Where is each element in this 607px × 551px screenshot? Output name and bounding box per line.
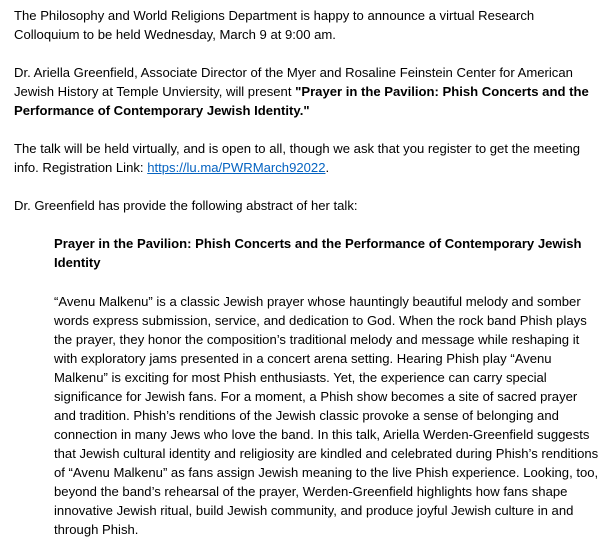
announcement-text: The Philosophy and World Religions Department is happy to announce a virtual Research Colloquium to be held Wednesday, March 9 at 9:00 am. (14, 8, 535, 42)
registration-paragraph (14, 139, 602, 177)
presenter-paragraph (14, 63, 602, 120)
abstract-body: “Avenu Malkenu” is a classic Jewish prayer whose hauntingly beautiful melody and somber words express submission, service, and dedication to God. When the rock band Phish plays the prayer, they honor the composition’s traditional melody and message while reshaping it with exploratory jams presented in a concert arena setting. Hearing Phish play “Avenu Malkenu” is exciting for most Phish enthusiasts. Yet, the experience can carry special significance for Jewish fans. For a moment, a Phish show becomes a site of sacred prayer and tradition. Phish’s renditions of the Jewish classic provoke a sense of belonging and connection in many Jews who love the band. In this talk, Ariella Werden-Greenfield suggests that Jewish cultural identity and religiosity are kindled and celebrated during Phish’s renditions of “Avenu Malkenu” as fans assign Jewish meaning to the live Phish experience. Looking, too, beyond the band’s rehearsal of the prayer, Werden-Greenfield highlights how fans shape innovative Jewish ritual, build Jewish community, and produce joyful Jewish culture in and through Phish. (54, 294, 599, 537)
document-body (14, 6, 602, 539)
abstract-intro-paragraph (14, 196, 602, 215)
abstract-title: Prayer in the Pavilion: Phish Concerts and the Performance of Contemporary Jewish Identity (54, 236, 582, 270)
talk-title: "Prayer in the Pavilion: Phish Concerts and the Performance of Contemporary Jewish Identity." (14, 84, 589, 118)
abstract-intro-text: Dr. Greenfield has provide the following abstract of her talk: (14, 198, 358, 213)
registration-link[interactable]: https://lu.ma/PWRMarch92022 (147, 160, 326, 175)
registration-text: The talk will be held virtually, and is open to all, though we ask that you register to get the meeting info. Registration Link: (14, 141, 581, 175)
announcement-paragraph (14, 6, 602, 44)
presenter-text: Dr. Ariella Greenfield, Associate Director of the Myer and Rosaline Feinstein Center for American Jewish History at Temple Unviersity, will present (14, 65, 573, 99)
registration-suffix: . (325, 160, 330, 175)
abstract-block (54, 234, 602, 539)
